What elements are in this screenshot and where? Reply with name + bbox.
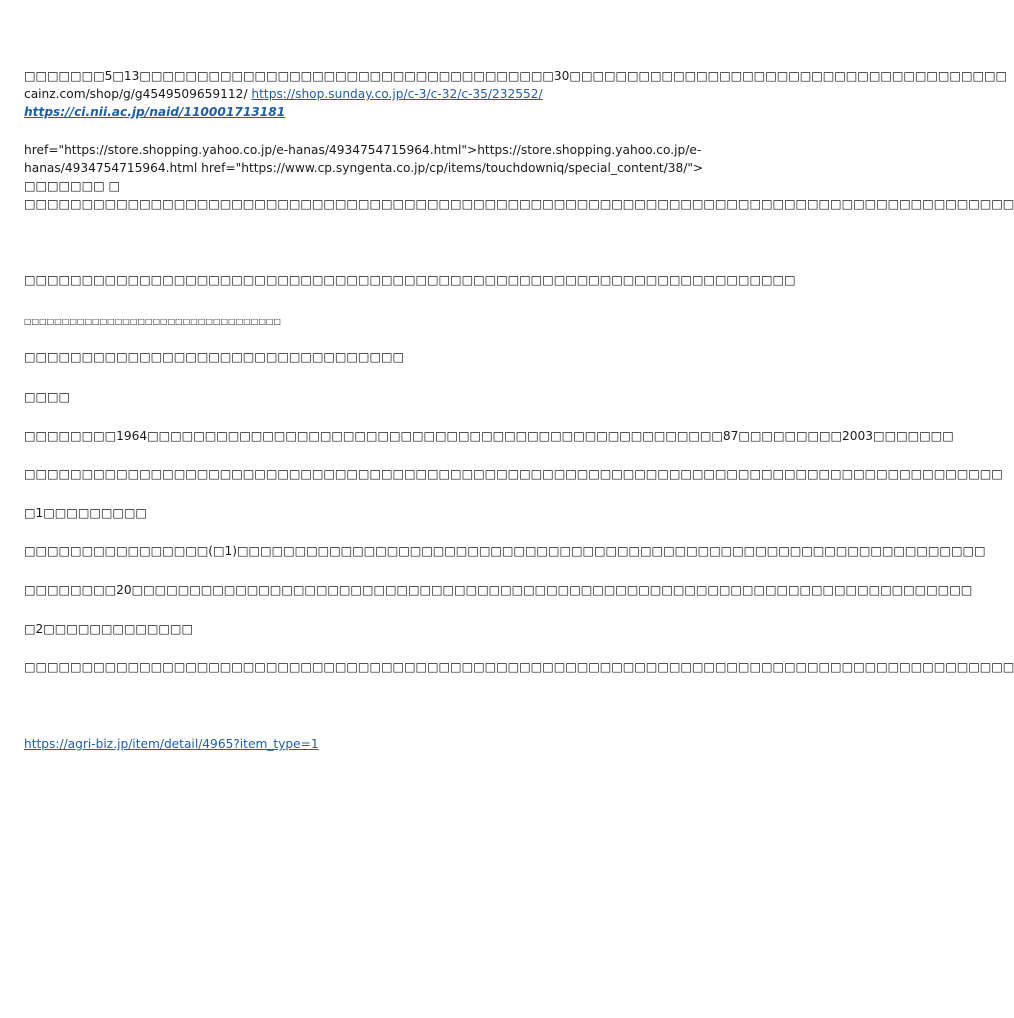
section-heading: □□□□ bbox=[24, 390, 71, 404]
paragraph-line: □□□□□□□□□□□□□□□□□□□□□□□□□□□□□□□□□□□□□□□□□□□□□□□□□□□□□□□□□□□□□□□□□□□□□□□□□□□□□□□□□□□□□□ bbox=[24, 197, 1014, 211]
cinii-link[interactable]: https://ci.nii.ac.jp/naid/110001713181 bbox=[24, 105, 286, 119]
url-line bbox=[24, 103, 696, 121]
paragraph-line: □□□□□□□5□13□□□□□□□□□□□□□□□□□□□□□□□□□□□□□□□□□□□□30□□□□□□□□□□□□□□□□□□□□□□□□□□□□□□□□□□□□□□ bbox=[24, 69, 1008, 83]
small-text-line: □□□□□□□□□□□□□□□□□□□□□□□□□□□□□□□□□□ bbox=[24, 317, 281, 326]
url-line bbox=[24, 735, 696, 753]
paragraph-line: □□□□□□□ □ bbox=[24, 179, 120, 193]
paragraph-line: □□□□□□□□□□□□□□□□□□□□□□□□□□□□□□□□□□□□□□□□□□□□□□□□□□□□□□□□□□□□□□□□□□□□□□□□□□□□□□□□□□□□□□ bbox=[24, 660, 1014, 674]
url-line bbox=[24, 85, 696, 103]
paragraph-line: □□□□□□□□1964□□□□□□□□□□□□□□□□□□□□□□□□□□□□□□□□□□□□□□□□□□□□□□□□□□87□□□□□□□□□2003□□□□□□□ bbox=[24, 429, 954, 443]
url-text: cainz.com/shop/g/g4549509659112/ bbox=[24, 87, 252, 101]
subsection-heading: □2□□□□□□□□□□□□□ bbox=[24, 622, 193, 636]
paragraph-line: □□□□□□□□□□□□□□□□□□□□□□□□□□□□□□□□□□□□□□□□□□□□□□□□□□□□□□□□□□□□□□□□□□□ bbox=[24, 273, 796, 287]
paragraph-line: □□□□□□□□□□□□□□□□□□□□□□□□□□□□□□□□□ bbox=[24, 350, 404, 364]
paragraph-line: □□□□□□□□□□□□□□□□(□1)□□□□□□□□□□□□□□□□□□□□□□□□□□□□□□□□□□□□□□□□□□□□□□□□□□□□□□□□□□□□□□□□□ bbox=[24, 544, 986, 558]
subsection-heading: □1□□□□□□□□□ bbox=[24, 506, 147, 520]
href-text-line: href="https://store.shopping.yahoo.co.jp/e-hanas/4934754715964.html">https://store.shopping.yahoo.co.jp/e- bbox=[24, 143, 702, 157]
agri-biz-link[interactable]: https://agri-biz.jp/item/detail/4965?item_type=1 bbox=[24, 737, 319, 751]
paragraph-line: □□□□□□□□20□□□□□□□□□□□□□□□□□□□□□□□□□□□□□□□□□□□□□□□□□□□□□□□□□□□□□□□□□□□□□□□□□□□□□□□□□ bbox=[24, 583, 973, 597]
href-text-line: hanas/4934754715964.html href="https://www.cp.syngenta.co.jp/cp/items/touchdowniq/special_content/38/"> bbox=[24, 161, 704, 175]
paragraph-line: □□□□□□□□□□□□□□□□□□□□□□□□□□□□□□□□□□□□□□□□□□□□□□□□□□□□□□□□□□□□□□□□□□□□□□□□□□□□□□□□□□□□□ bbox=[24, 467, 1003, 481]
sunday-shop-link[interactable]: https://shop.sunday.co.jp/c-3/c-32/c-35/232552/ bbox=[251, 87, 543, 101]
